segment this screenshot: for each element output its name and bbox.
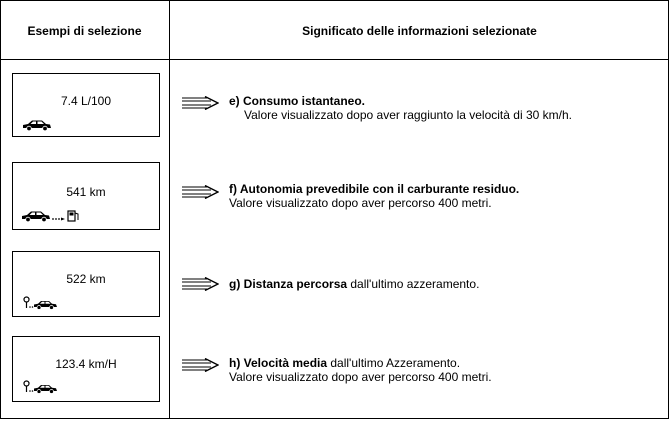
display-example-instant-consumption bbox=[12, 73, 160, 137]
description-range bbox=[229, 182, 519, 210]
arrow-icon bbox=[181, 358, 219, 372]
trip-distance-icon bbox=[23, 380, 59, 394]
trip-distance-icon bbox=[23, 296, 59, 310]
description-detail: Valore visualizzato dopo aver percorso 400 metri. bbox=[229, 370, 492, 384]
description-average-speed bbox=[229, 356, 492, 384]
header-divider bbox=[0, 59, 669, 60]
description-title: g) Distanza percorsa bbox=[229, 277, 348, 291]
display-value: 522 km bbox=[66, 272, 106, 286]
arrow-icon bbox=[181, 185, 219, 199]
display-value: 123.4 km/H bbox=[55, 357, 117, 371]
description-instant-consumption bbox=[229, 94, 572, 122]
display-example-average-speed bbox=[12, 336, 160, 402]
display-value: 541 km bbox=[66, 185, 106, 199]
arrow-icon bbox=[181, 277, 219, 291]
car-icon bbox=[21, 119, 53, 131]
column-divider bbox=[169, 0, 170, 419]
display-example-range bbox=[12, 162, 160, 230]
header-meaning: Significato delle informazioni selezionate bbox=[302, 24, 537, 38]
car-to-fuel-pump-icon bbox=[21, 208, 83, 222]
description-title: f) Autonomia prevedibile con il carburante residuo. bbox=[229, 182, 520, 196]
arrow-icon bbox=[181, 96, 219, 110]
description-title-rest: dall'ultimo Azzeramento. bbox=[327, 356, 461, 370]
header-selection-examples: Esempi di selezione bbox=[27, 24, 142, 38]
display-value: 7.4 L/100 bbox=[60, 94, 112, 108]
description-distance bbox=[229, 277, 479, 291]
description-detail: Valore visualizzato dopo aver raggiunto la velocità di 30 km/h. bbox=[244, 108, 572, 122]
description-title: h) Velocità media bbox=[229, 356, 328, 370]
description-title-rest: dall'ultimo azzeramento. bbox=[347, 277, 480, 291]
description-detail: Valore visualizzato dopo aver percorso 400 metri. bbox=[229, 196, 492, 210]
display-example-distance bbox=[12, 251, 160, 317]
description-title: e) Consumo istantaneo. bbox=[229, 94, 366, 108]
